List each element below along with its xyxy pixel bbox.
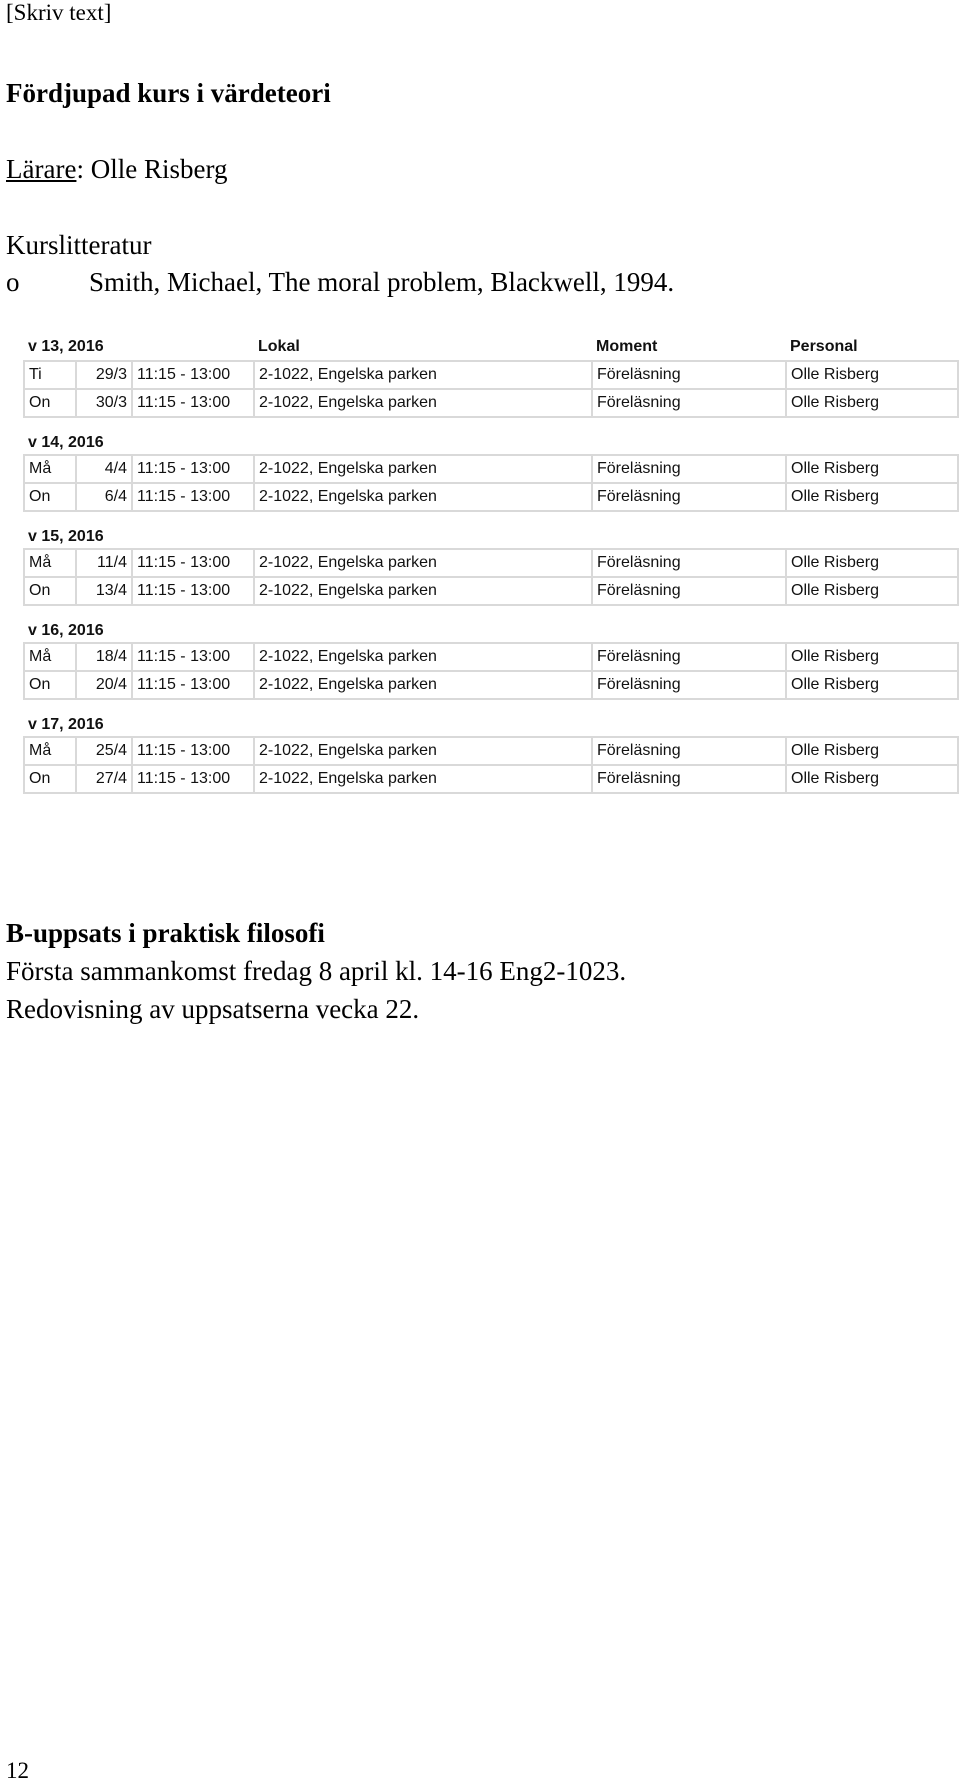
schedule-row [24, 483, 958, 511]
staff-cell: Olle Risberg [786, 549, 958, 577]
schedule-row [24, 765, 958, 793]
room-cell: 2-1022, Engelska parken [254, 671, 592, 699]
time-cell: 11:15 - 13:00 [132, 455, 254, 483]
schedule-table [23, 334, 957, 794]
date-cell: 18/4 [76, 643, 132, 671]
schedule-row [24, 577, 958, 605]
day-cell: On [24, 765, 76, 793]
moment-cell: Föreläsning [592, 671, 786, 699]
room-cell: 2-1022, Engelska parken [254, 389, 592, 417]
room-cell: 2-1022, Engelska parken [254, 737, 592, 765]
moment-cell: Föreläsning [592, 455, 786, 483]
room-cell: 2-1022, Engelska parken [254, 549, 592, 577]
essay-title: B-uppsats i praktisk filosofi [6, 918, 325, 948]
day-cell: Må [24, 549, 76, 577]
room-cell: 2-1022, Engelska parken [254, 765, 592, 793]
room-cell: 2-1022, Engelska parken [254, 483, 592, 511]
column-header-staff: Personal [790, 338, 858, 355]
schedule-row [24, 361, 958, 389]
week-label: v 17, 2016 [28, 716, 104, 733]
week-label: v 14, 2016 [28, 434, 104, 451]
date-cell: 4/4 [76, 455, 132, 483]
week-header-row [24, 699, 958, 737]
staff-cell: Olle Risberg [786, 483, 958, 511]
day-cell: On [24, 483, 76, 511]
time-cell: 11:15 - 13:00 [132, 483, 254, 511]
time-cell: 11:15 - 13:00 [132, 765, 254, 793]
course-title: Fördjupad kurs i värdeteori [6, 78, 331, 108]
time-cell: 11:15 - 13:00 [132, 671, 254, 699]
day-cell: Må [24, 455, 76, 483]
date-cell: 11/4 [76, 549, 132, 577]
time-cell: 11:15 - 13:00 [132, 549, 254, 577]
moment-cell: Föreläsning [592, 549, 786, 577]
staff-cell: Olle Risberg [786, 361, 958, 389]
time-cell: 11:15 - 13:00 [132, 643, 254, 671]
teacher-label: Lärare [6, 154, 77, 184]
essay-presentation: Redovisning av uppsatserna vecka 22. [6, 994, 420, 1024]
staff-cell: Olle Risberg [786, 577, 958, 605]
literature-item: Smith, Michael, The moral problem, Blackwell, 1994. [89, 267, 675, 297]
moment-cell: Föreläsning [592, 361, 786, 389]
teacher-line [6, 154, 227, 185]
room-cell: 2-1022, Engelska parken [254, 643, 592, 671]
time-cell: 11:15 - 13:00 [132, 737, 254, 765]
week-header-row [24, 605, 958, 643]
room-cell: 2-1022, Engelska parken [254, 577, 592, 605]
header-placeholder: [Skriv text] [6, 0, 112, 25]
staff-cell: Olle Risberg [786, 671, 958, 699]
room-cell: 2-1022, Engelska parken [254, 361, 592, 389]
moment-cell: Föreläsning [592, 765, 786, 793]
staff-cell: Olle Risberg [786, 737, 958, 765]
date-cell: 29/3 [76, 361, 132, 389]
week-label: v 15, 2016 [28, 528, 104, 545]
day-cell: Må [24, 737, 76, 765]
moment-cell: Föreläsning [592, 737, 786, 765]
schedule-row [24, 643, 958, 671]
time-cell: 11:15 - 13:00 [132, 577, 254, 605]
teacher-name: Olle Risberg [83, 154, 228, 184]
staff-cell: Olle Risberg [786, 643, 958, 671]
schedule-row [24, 389, 958, 417]
date-cell: 30/3 [76, 389, 132, 417]
room-cell: 2-1022, Engelska parken [254, 455, 592, 483]
day-cell: On [24, 389, 76, 417]
schedule-row [24, 549, 958, 577]
time-cell: 11:15 - 13:00 [132, 389, 254, 417]
day-cell: On [24, 671, 76, 699]
literature-heading: Kurslitteratur [6, 230, 152, 260]
staff-cell: Olle Risberg [786, 389, 958, 417]
week-label: v 13, 2016 [28, 338, 104, 355]
date-cell: 13/4 [76, 577, 132, 605]
column-header-room: Lokal [258, 338, 300, 355]
date-cell: 6/4 [76, 483, 132, 511]
essay-first-meeting: Första sammankomst fredag 8 april kl. 14-16 Eng2-1023. [6, 956, 627, 986]
teacher-separator: : [76, 154, 84, 184]
week-header-row [24, 334, 958, 361]
moment-cell: Föreläsning [592, 389, 786, 417]
column-header-moment: Moment [596, 338, 658, 355]
day-cell: Ti [24, 361, 76, 389]
week-label: v 16, 2016 [28, 622, 104, 639]
day-cell: Må [24, 643, 76, 671]
date-cell: 20/4 [76, 671, 132, 699]
schedule-row [24, 455, 958, 483]
staff-cell: Olle Risberg [786, 765, 958, 793]
date-cell: 25/4 [76, 737, 132, 765]
week-header-row [24, 511, 958, 549]
moment-cell: Föreläsning [592, 483, 786, 511]
date-cell: 27/4 [76, 765, 132, 793]
day-cell: On [24, 577, 76, 605]
page-number: 12 [6, 1758, 29, 1783]
schedule-row [24, 671, 958, 699]
moment-cell: Föreläsning [592, 643, 786, 671]
bullet-icon: o [6, 267, 20, 297]
moment-cell: Föreläsning [592, 577, 786, 605]
schedule-row [24, 737, 958, 765]
time-cell: 11:15 - 13:00 [132, 361, 254, 389]
week-header-row [24, 417, 958, 455]
staff-cell: Olle Risberg [786, 455, 958, 483]
